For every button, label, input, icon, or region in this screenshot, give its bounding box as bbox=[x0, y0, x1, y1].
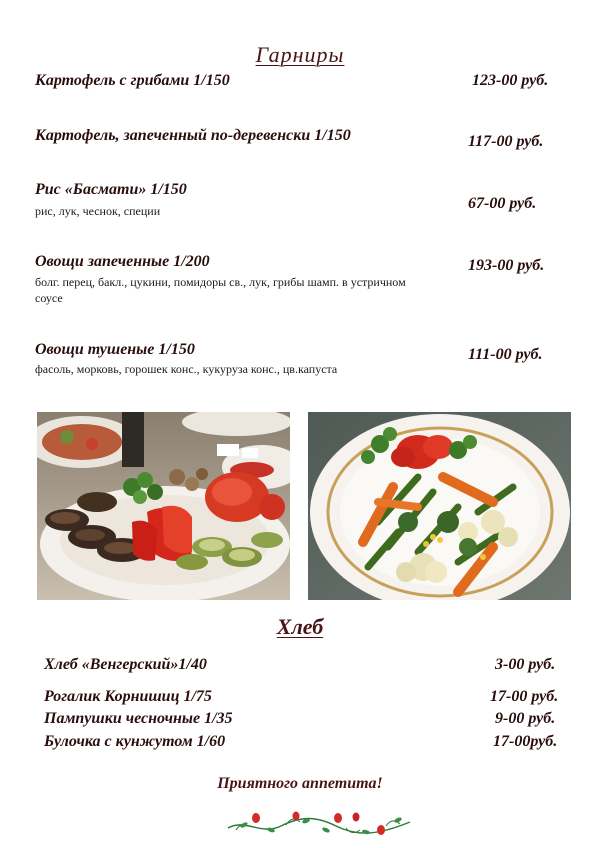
dish-name-stewed-vegetables: Овощи тушеные 1/150 bbox=[35, 341, 195, 358]
dish-price-baked-potato: 117-00 руб. bbox=[468, 133, 544, 150]
dish-desc-stewed-vegetables: фасоль, морковь, горошек конс., кукуруза конс., цв.капуста bbox=[35, 362, 338, 376]
bread-name-garlic-buns: Пампушки чесночные 1/35 bbox=[44, 710, 233, 727]
photo-grilled-vegetables bbox=[37, 412, 290, 600]
floral-vine-ornament bbox=[226, 808, 412, 838]
bread-name-croissant: Рогалик Корнишиц 1/75 bbox=[44, 688, 212, 705]
bread-name-hungarian: Хлеб «Венгерский»1/40 bbox=[44, 656, 207, 673]
garnish-section-title: Гарниры bbox=[255, 42, 345, 67]
dish-price-stewed-vegetables: 111-00 руб. bbox=[468, 346, 543, 363]
bread-section-title: Хлеб bbox=[276, 614, 324, 639]
dish-desc-basmati-rice: рис, лук, чеснок, специи bbox=[35, 204, 161, 218]
dish-name-basmati-rice: Рис «Басмати» 1/150 bbox=[35, 181, 187, 198]
dish-name-baked-vegetables: Овощи запеченные 1/200 bbox=[35, 253, 210, 270]
photo-stewed-vegetables bbox=[308, 412, 571, 600]
dish-desc-baked-vegetables: болг. перец, бакл., цукини, помидоры св., лук, грибы шамп. в устричном соусе bbox=[35, 275, 406, 305]
closing-message: Приятного аппетита! bbox=[217, 775, 383, 792]
dish-name-baked-potato: Картофель, запеченный по-деревенски 1/150 bbox=[35, 127, 351, 144]
dish-price-baked-vegetables: 193-00 руб. bbox=[468, 257, 545, 274]
dish-price-potato-mushrooms: 123-00 руб. bbox=[472, 72, 549, 89]
bread-price-hungarian: 3-00 руб. bbox=[495, 656, 556, 673]
bread-price-garlic-buns: 9-00 руб. bbox=[495, 710, 556, 727]
bread-name-sesame-bun: Булочка с кунжутом 1/60 bbox=[44, 733, 226, 750]
bread-price-sesame-bun: 17-00руб. bbox=[493, 733, 558, 750]
dish-price-basmati-rice: 67-00 руб. bbox=[468, 195, 537, 212]
dish-name-potato-mushrooms: Картофель с грибами 1/150 bbox=[35, 72, 230, 89]
bread-price-croissant: 17-00 руб. bbox=[490, 688, 559, 705]
